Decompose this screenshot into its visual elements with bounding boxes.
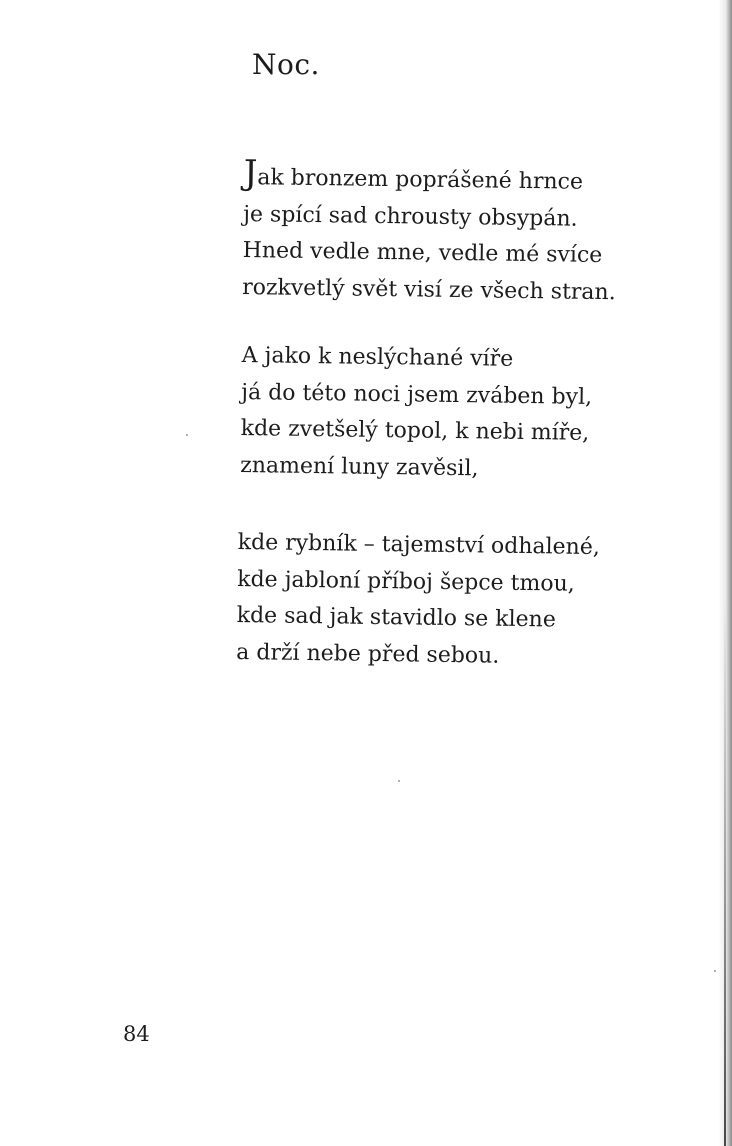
scan-speck xyxy=(186,434,188,436)
stanza-2 xyxy=(240,338,682,490)
verse-line: rozkvetlý svět visí ze všech stran. xyxy=(241,274,616,305)
verse-line: já do této noci jsem zváben byl, xyxy=(241,379,593,410)
stanza-3 xyxy=(236,525,678,677)
verse-line: Hned vedle mne, vedle mé svíce xyxy=(242,237,603,269)
scan-speck xyxy=(398,780,400,782)
verse-line-text: ak bronzem poprášené hrnce xyxy=(257,165,584,195)
drop-cap: J xyxy=(243,153,258,194)
verse-line: a drží nebe před sebou. xyxy=(236,639,500,669)
page-edge-line xyxy=(724,600,726,1146)
stanza-1 xyxy=(241,153,684,312)
verse-line: kde sad jak stavidlo se klene xyxy=(236,602,557,633)
verse-line: znamení luny zavěsil, xyxy=(240,452,479,481)
scan-speck xyxy=(714,970,716,972)
verse-line xyxy=(243,153,684,203)
poem-title: Noc. xyxy=(252,48,320,81)
verse-line: kde zvetšelý topol, k nebi míře, xyxy=(240,415,590,446)
verse-line: je spící sad chrousty obsypán. xyxy=(243,201,578,232)
verse-line: kde jabloní příboj šepce tmou, xyxy=(237,566,575,597)
verse-line: kde rybník – tajemství odhalené, xyxy=(237,529,600,561)
page-number: 84 xyxy=(123,1022,150,1046)
verse-line: A jako k neslýchané víře xyxy=(241,342,514,372)
